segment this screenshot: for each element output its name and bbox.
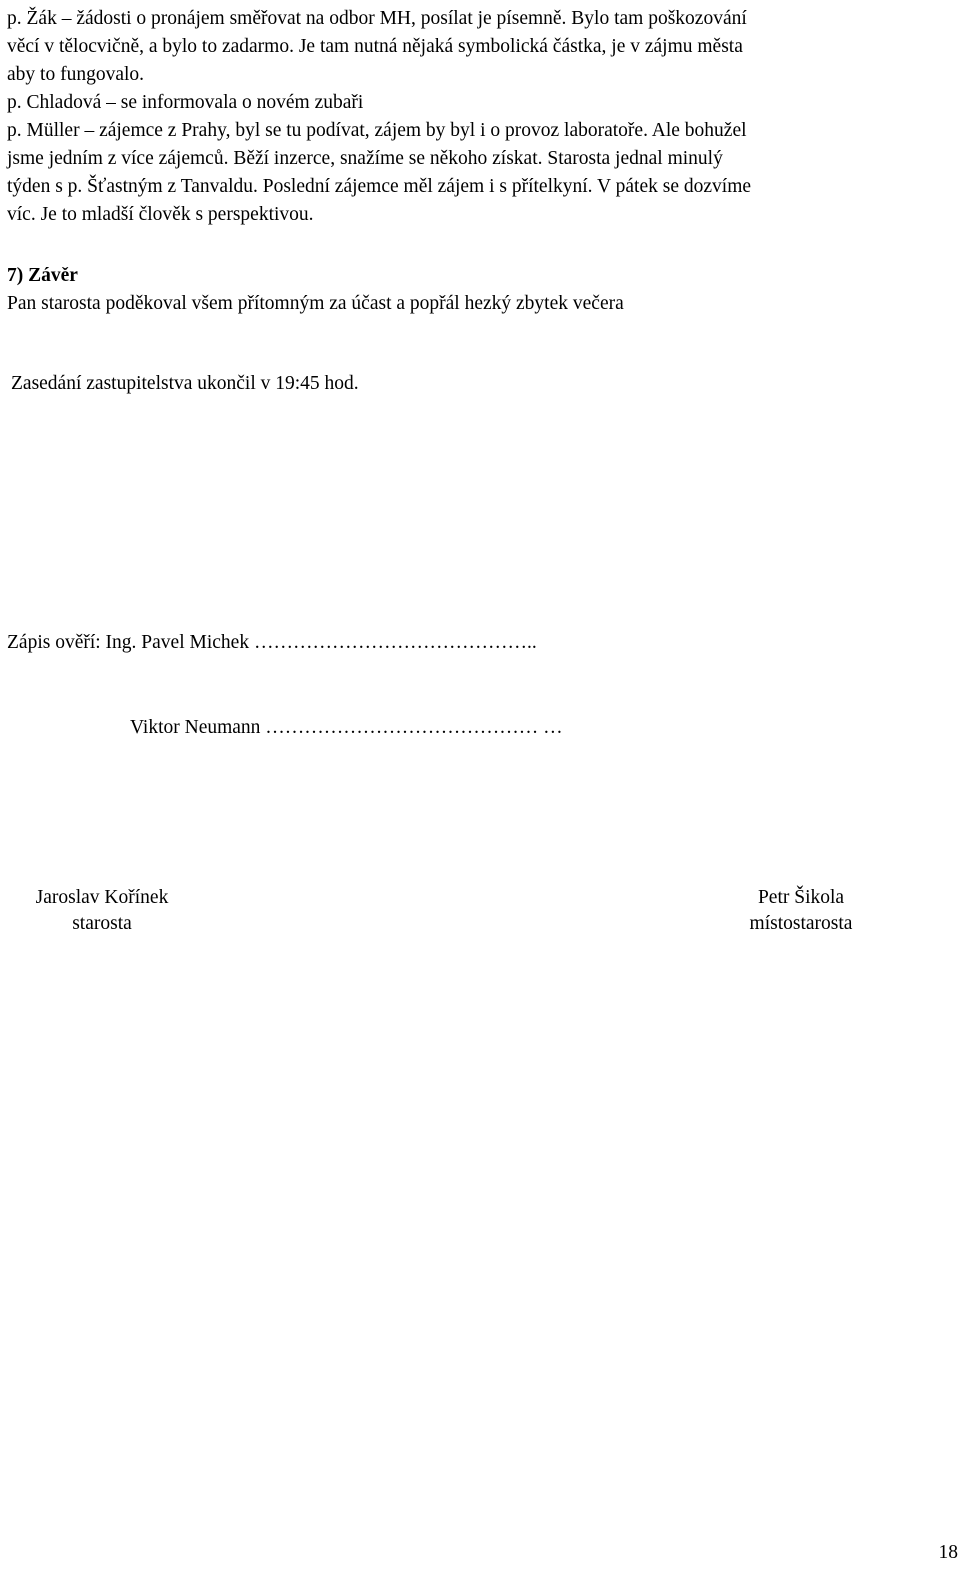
body-line-1: p. Žák – žádosti o pronájem směřovat na odbor MH, posílat je písemně. Bylo tam poškozování xyxy=(7,8,747,29)
body-line-6: jsme jedním z více zájemců. Běží inzerce, snažíme se někoho získat. Starosta jednal minulý xyxy=(7,148,723,169)
verification-line-1: Zápis ověří: Ing. Pavel Michek …………………………………….. xyxy=(7,632,537,653)
signature-left-name: Jaroslav Kořínek xyxy=(35,887,169,908)
body-line-4: p. Chladová – se informovala o novém zubaři xyxy=(7,92,364,113)
body-line-2: věcí v tělocvičně, a bylo to zadarmo. Je tam nutná nějaká symbolická částka, je v zájmu města xyxy=(7,36,743,57)
signature-left xyxy=(18,885,186,937)
signature-right-name: Petr Šikola xyxy=(757,887,845,908)
page-number: 18 xyxy=(938,1542,958,1563)
body-line-8: víc. Je to mladší člověk s perspektivou. xyxy=(7,204,314,225)
section-heading-zaver: 7) Závěr xyxy=(7,265,78,286)
signature-right xyxy=(733,885,869,937)
verification-line-2: Viktor Neumann …………………………………… … xyxy=(130,717,563,738)
body-line-7: týden s p. Šťastným z Tanvaldu. Poslední zájemce měl zájem i s přítelkyní. V pátek se dozvíme xyxy=(7,176,752,197)
signature-left-role: starosta xyxy=(72,913,132,934)
section-text-zaver: Pan starosta poděkoval všem přítomným za účast a popřál hezký zbytek večera xyxy=(7,293,624,314)
closing-statement: Zasedání zastupitelstva ukončil v 19:45 hod. xyxy=(11,373,359,394)
body-line-5: p. Müller – zájemce z Prahy, byl se tu podívat, zájem by byl i o provoz laboratoře. Ale bohužel xyxy=(7,120,747,141)
signature-right-role: místostarosta xyxy=(749,913,853,934)
body-line-3: aby to fungovalo. xyxy=(7,64,145,85)
